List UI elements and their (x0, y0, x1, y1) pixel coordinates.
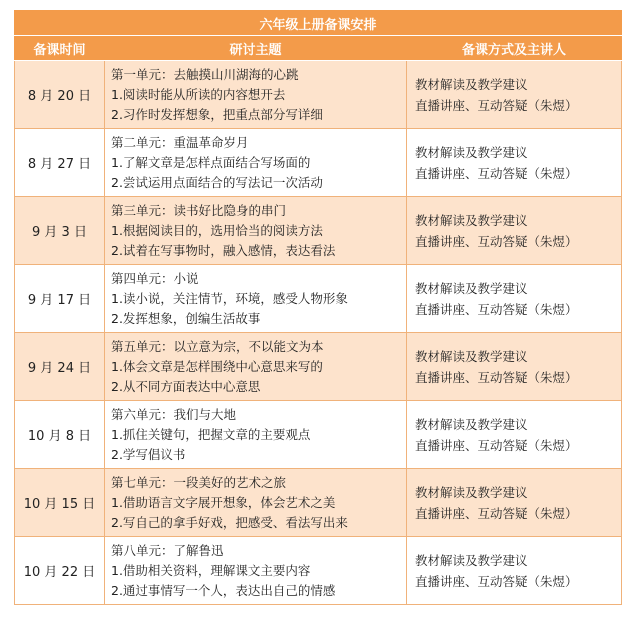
unit-title: 第一单元：去触摸山川湖海的心跳 (111, 66, 299, 82)
topic-cell (105, 401, 407, 469)
date-cell: 10 月 8 日 (15, 401, 105, 469)
date-cell: 8 月 20 日 (15, 61, 105, 129)
table-row (15, 129, 622, 197)
unit-title: 第七单元：一段美好的艺术之旅 (111, 474, 287, 490)
unit-title: 第三单元：读书好比隐身的串门 (111, 202, 287, 218)
method-cell (407, 469, 622, 537)
table-row (15, 61, 622, 129)
table-row (15, 469, 622, 537)
method-line: 教材解读及教学建议 (415, 348, 528, 364)
topic-point: 2.发挥想象，创编生活故事 (111, 310, 261, 326)
method-cell (407, 401, 622, 469)
column-header-topic: 研讨主题 (105, 36, 407, 61)
method-cell (407, 129, 622, 197)
topic-cell (105, 61, 407, 129)
topic-cell (105, 129, 407, 197)
topic-point: 1.抓住关键句，把握文章的主要观点 (111, 426, 311, 442)
table-row (15, 333, 622, 401)
method-line: 教材解读及教学建议 (415, 416, 528, 432)
topic-point: 2.通过事情写一个人，表达出自己的情感 (111, 582, 336, 598)
table-title-row (15, 11, 622, 36)
date-cell: 9 月 17 日 (15, 265, 105, 333)
column-header-method: 备课方式及主讲人 (407, 36, 622, 61)
topic-point: 2.写自己的拿手好戏，把感受、看法写出来 (111, 514, 348, 530)
topic-cell (105, 265, 407, 333)
table-row (15, 197, 622, 265)
method-line: 教材解读及教学建议 (415, 76, 528, 92)
method-line: 教材解读及教学建议 (415, 144, 528, 160)
method-cell (407, 333, 622, 401)
date-cell: 8 月 27 日 (15, 129, 105, 197)
topic-point: 2.从不同方面表达中心意思 (111, 378, 261, 394)
method-line: 教材解读及教学建议 (415, 552, 528, 568)
method-line: 直播讲座、互动答疑（朱煜） (415, 505, 578, 521)
topic-point: 1.体会文章是怎样围绕中心意思来写的 (111, 358, 323, 374)
method-cell (407, 537, 622, 605)
date-cell: 9 月 3 日 (15, 197, 105, 265)
schedule-table (14, 10, 622, 605)
unit-title: 第八单元：了解鲁迅 (111, 542, 224, 558)
topic-point: 2.习作时发挥想象，把重点部分写详细 (111, 106, 323, 122)
topic-point: 2.尝试运用点面结合的写法记一次活动 (111, 174, 323, 190)
method-line: 教材解读及教学建议 (415, 212, 528, 228)
column-header-row (15, 36, 622, 61)
topic-cell (105, 469, 407, 537)
topic-point: 1.阅读时能从所读的内容想开去 (111, 86, 286, 102)
topic-cell (105, 333, 407, 401)
method-cell (407, 197, 622, 265)
unit-title: 第五单元：以立意为宗，不以能文为本 (111, 338, 324, 354)
method-line: 直播讲座、互动答疑（朱煜） (415, 233, 578, 249)
table-row (15, 537, 622, 605)
method-cell (407, 61, 622, 129)
topic-cell (105, 197, 407, 265)
method-line: 直播讲座、互动答疑（朱煜） (415, 369, 578, 385)
topic-point: 1.读小说，关注情节，环境，感受人物形象 (111, 290, 348, 306)
method-line: 教材解读及教学建议 (415, 280, 528, 296)
topic-point: 1.借助相关资料，理解课文主要内容 (111, 562, 311, 578)
topic-point: 1.借助语言文字展开想象，体会艺术之美 (111, 494, 336, 510)
date-cell: 10 月 22 日 (15, 537, 105, 605)
method-cell (407, 265, 622, 333)
date-cell: 9 月 24 日 (15, 333, 105, 401)
method-line: 直播讲座、互动答疑（朱煜） (415, 437, 578, 453)
method-line: 直播讲座、互动答疑（朱煜） (415, 301, 578, 317)
method-line: 直播讲座、互动答疑（朱煜） (415, 97, 578, 113)
topic-point: 1.根据阅读目的，选用恰当的阅读方法 (111, 222, 323, 238)
unit-title: 第四单元：小说 (111, 270, 199, 286)
table-title: 六年级上册备课安排 (15, 11, 622, 36)
unit-title: 第六单元：我们与大地 (111, 406, 237, 422)
method-line: 直播讲座、互动答疑（朱煜） (415, 573, 578, 589)
topic-point: 1.了解文章是怎样点面结合写场面的 (111, 154, 311, 170)
table-row (15, 265, 622, 333)
topic-point: 2.试着在写事物时，融入感情，表达看法 (111, 242, 336, 258)
topic-cell (105, 537, 407, 605)
topic-point: 2.学写倡议书 (111, 446, 186, 462)
unit-title: 第二单元：重温革命岁月 (111, 134, 249, 150)
schedule-sheet (14, 10, 621, 605)
table-row (15, 401, 622, 469)
date-cell: 10 月 15 日 (15, 469, 105, 537)
column-header-date: 备课时间 (15, 36, 105, 61)
method-line: 教材解读及教学建议 (415, 484, 528, 500)
method-line: 直播讲座、互动答疑（朱煜） (415, 165, 578, 181)
